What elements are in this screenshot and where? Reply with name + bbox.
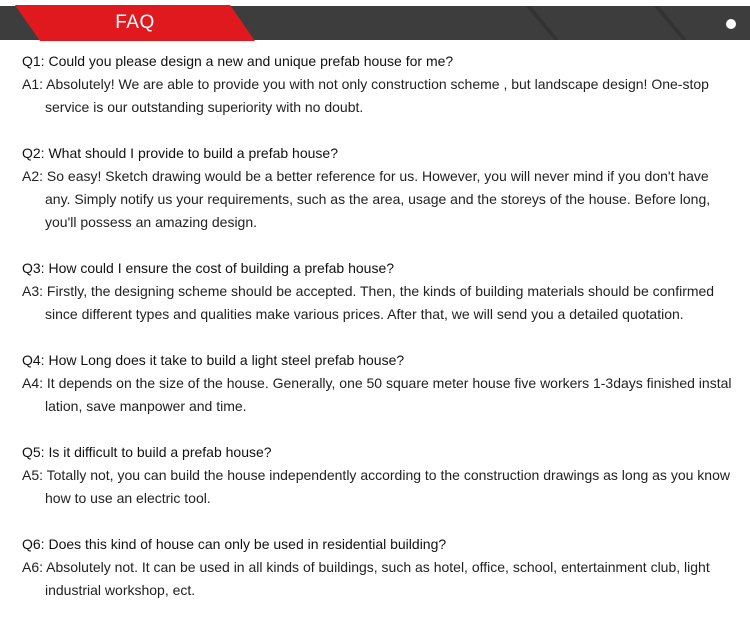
faq-item — [22, 257, 734, 326]
faq-title-tab — [15, 5, 255, 41]
page-title: FAQ — [115, 12, 155, 33]
faq-list — [22, 50, 734, 625]
faq-question: Q6: Does this kind of house can only be used in residential building? — [22, 536, 447, 552]
header-stripe — [526, 6, 560, 40]
faq-item — [22, 533, 734, 602]
faq-item — [22, 50, 734, 119]
faq-answer: A1: Absolutely! We are able to provide you with not only construction scheme , but landscape design! One-stop service is our outstanding superiority with no doubt. — [22, 76, 709, 115]
faq-answer: A2: So easy! Sketch drawing would be a better reference for us. However, you will never mind if you don't have any. Simply notify us your requirements, such as the area, usage and the storeys of the house. Before long, you'll possess an amazing design. — [22, 168, 711, 230]
faq-item — [22, 142, 734, 234]
faq-question: Q2: What should I provide to build a prefab house? — [22, 145, 338, 161]
faq-item — [22, 441, 734, 510]
faq-answer: A6: Absolutely not. It can be used in all kinds of buildings, such as hotel, office, school, entertainment club, light industrial workshop, ect. — [22, 559, 710, 598]
faq-item — [22, 349, 734, 418]
faq-question: Q1: Could you please design a new and unique prefab house for me? — [22, 53, 454, 69]
faq-question: Q3: How could I ensure the cost of building a prefab house? — [22, 260, 395, 276]
faq-question: Q5: Is it difficult to build a prefab house? — [22, 444, 272, 460]
faq-answer: A3: Firstly, the designing scheme should be accepted. Then, the kinds of building materials should be confirmed since different types and qualities make various prices. After that, we will send you a detailed quotation. — [22, 283, 715, 322]
dot-icon — [726, 19, 736, 29]
faq-answer: A5: Totally not, you can build the house independently according to the construction drawings as long as you know how to use an electric tool. — [22, 467, 730, 506]
faq-question: Q4: How Long does it take to build a light steel prefab house? — [22, 352, 405, 368]
header-stripe — [654, 6, 688, 40]
faq-answer: A4: It depends on the size of the house. Generally, one 50 square meter house five workers 1-3days finished instal lation, save manpower and time. — [22, 375, 732, 414]
